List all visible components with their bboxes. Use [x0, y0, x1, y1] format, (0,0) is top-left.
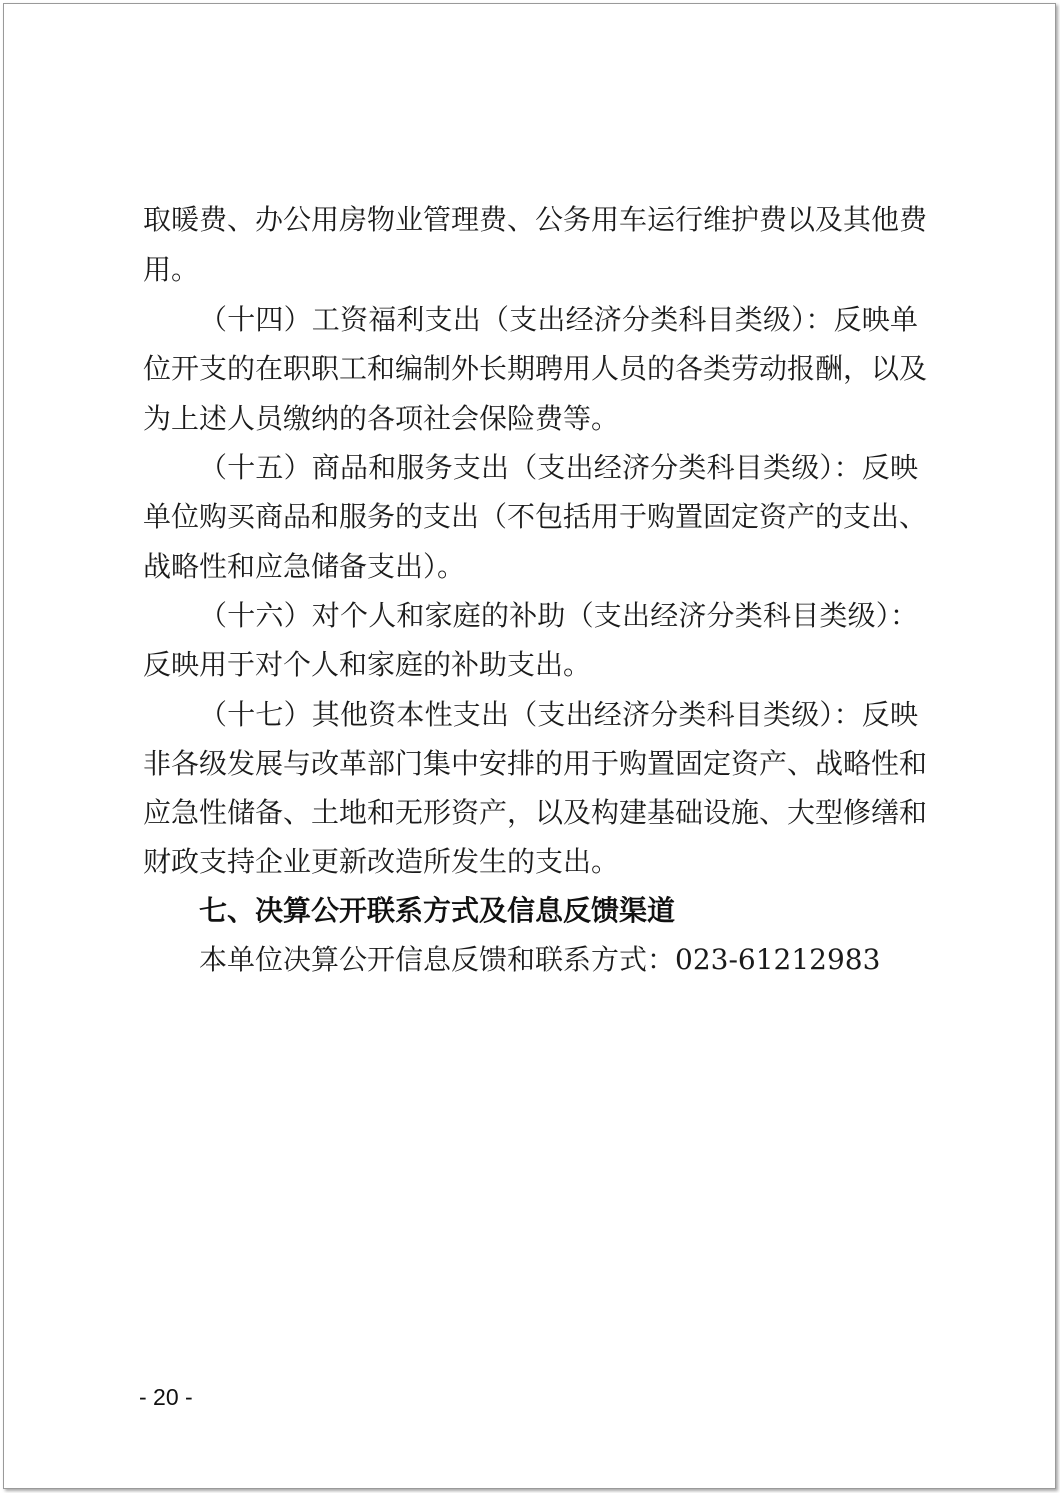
item-17-line: （十七）其他资本性支出（支出经济分类科目类级）：反映 — [199, 698, 918, 731]
item-17-line: 非各级发展与改革部门集中安排的用于购置固定资产、战略性和 — [143, 747, 928, 780]
item-16-line: （十六）对个人和家庭的补助（支出经济分类科目类级）： — [199, 599, 918, 632]
item-15-line: （十五）商品和服务支出（支出经济分类科目类级）：反映 — [199, 451, 918, 484]
item-15-line: 单位购买商品和服务的支出（不包括用于购置固定资产的支出、 — [143, 500, 928, 533]
item-14-line: 为上述人员缴纳的各项社会保险费等。 — [143, 402, 620, 435]
paragraph-line: 取暖费、办公用房物业管理费、公务用车运行维护费以及其他费 — [143, 203, 928, 236]
item-14-line: （十四）工资福利支出（支出经济分类科目类级）：反映单 — [199, 303, 918, 336]
paragraph-line: 用。 — [143, 253, 200, 286]
section-heading: 七、决算公开联系方式及信息反馈渠道 — [199, 894, 676, 927]
item-17-line: 应急性储备、土地和无形资产，以及构建基础设施、大型修缮和 — [143, 796, 928, 829]
page-number: - 20 - — [139, 1384, 193, 1410]
item-16-line: 反映用于对个人和家庭的补助支出。 — [143, 648, 592, 681]
item-14-line: 位开支的在职职工和编制外长期聘用人员的各类劳动报酬，以及 — [143, 352, 928, 385]
item-17-line: 财政支持企业更新改造所发生的支出。 — [143, 845, 620, 878]
item-15-line: 战略性和应急储备支出）。 — [143, 550, 466, 583]
contact-line: 本单位决算公开信息反馈和联系方式：023-61212983 — [199, 943, 881, 976]
